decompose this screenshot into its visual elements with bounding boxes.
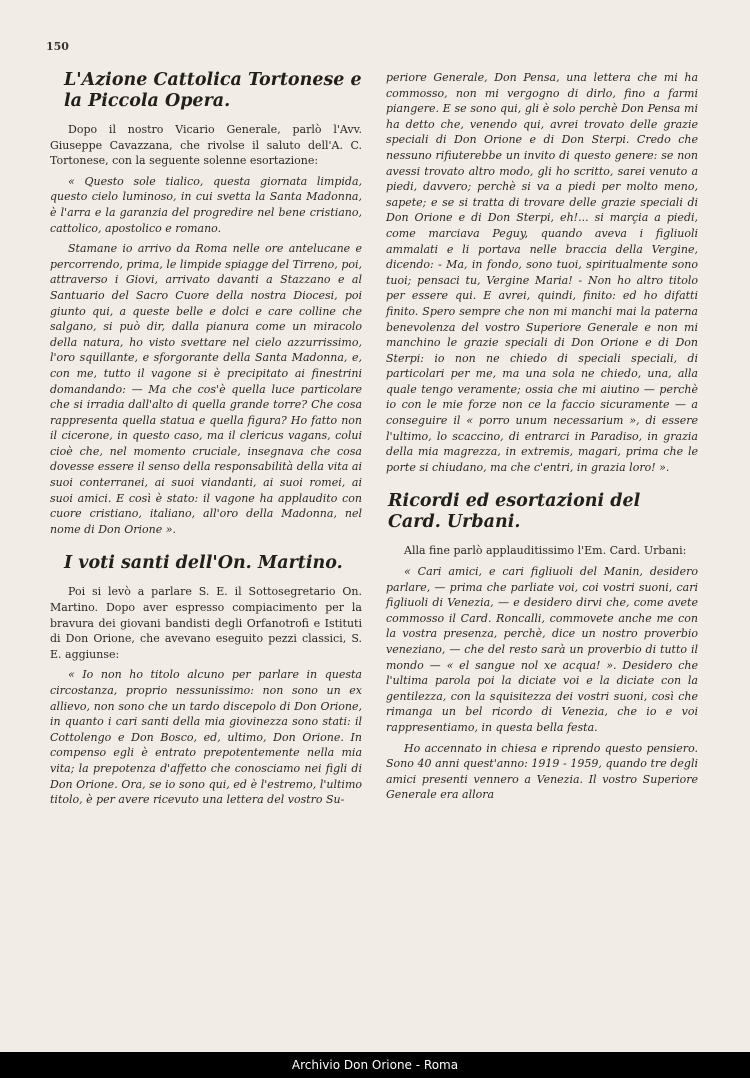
- paragraph: Dopo il nostro Vicario Generale, parlò l'Avv. Giuseppe Cavazzana, che rivolse il saluto dell'A. C. Tortonese, con la seguente solenne esortazione:: [50, 123, 362, 168]
- left-column: [50, 70, 362, 813]
- quote-paragraph: « Cari amici, e cari figliuoli del Manin, desidero parlare, — prima che parliate voi, coi vostri suoni, cari figliuoli di Venezia, — e desidero dirvi che, come avete commosso il Card. Roncalli, commovete anche me con la vostra presenza, perchè, dice un nostro proverbio veneziano, — che del resto sarà un proverbio di tutto il mondo — « el sangue nol xe acqua! ». Desidero che l'ultima parola poi la diciate voi e la diciate con la gentilezza, con la squisitezza dei vostri suoni, così che rimanga un bel ricordo di Venezia, che io e voi rappresentiamo, in questa bella festa.: [386, 565, 698, 734]
- archive-footer-bar: Archivio Don Orione - Roma: [0, 1052, 750, 1078]
- page-number: 150: [46, 40, 69, 53]
- right-column: [386, 70, 698, 808]
- section-heading-voti-santi: I voti santi dell'On. Martino.: [64, 553, 343, 574]
- quote-paragraph: periore Generale, Don Pensa, una lettera che mi ha commosso, non mi vergogno di dirlo, fino a farmi piangere. E se sono qui, gli è solo perchè Don Pensa mi ha detto che, venendo qui, avrei trovato delle grazie speciali di Don Orione e di Don Sterpi. Credo che nessuno rifiuterebbe un invito di questo genere: se non avessi trovato altro modo, gli ho scritto, sarei venuto a piedi, davvero; perchè si va a piedi per molto meno, sapete; e se si tratta di trovare delle grazie speciali di Don Orione e di Don Sterpi, eh!... si marçia a piedi, come marciava Peguy, quando aveva i figliuoli ammalati e li portava nelle braccia della Vergine, dicendo: - Ma, in fondo, sono tuoi, spiritualmente sono tuoi; pensaci tu, Vergine Maria! - Non ho altro titolo per essere qui. E avrei, quindi, finito: ed ho difatti finito. Spero sempre che non mi manchi mai la paterna benevolenza del vostro Superiore Generale e non mi manchino le grazie speciali di Don Orione e di Don Sterpi: io non ne chiedo di speciali speciali, di particolari per me, ma una sola ne chiedo, una, alla quale tengo veramente; ossia che mi aiutino — perchè io con le mie forze non ce la faccio sicuramente — a conseguire il « porro unum necessarium », di essere l'ultimo, lo scaccino, di entrarci in Paradiso, in grazia della mia magrezza, in extremis, magari, prima che le porte si chiudano, ma che c'entri, in grazia loro! ».: [386, 71, 698, 474]
- quote-paragraph: « Questo sole tialico, questa giornata limpida, questo cielo luminoso, in cui svetta la Santa Madonna, è l'arra e la garanzia del progredire nel bene cristiano, cattolico, apostolico e romano.: [50, 174, 362, 235]
- quote-paragraph: « Io non ho titolo alcuno per parlare in questa circostanza, proprio nessunissimo: non sono un ex allievo, non sono che un tardo discepolo di Don Orione, in quanto i cari santi della mia giovinezza sono stati: il Cottolengo e Don Bosco, ed, ultimo, Don Orione. In compenso egli è entrato prepotentemente nella mia vita; la prepotenza d'affetto che conosciamo nei figli di Don Orione. Ora, se io sono qui, ed è l'estremo, l'ultimo titolo, è per avere ricevuto una lettera del vostro Su-: [50, 668, 362, 807]
- quote-paragraph: Stamane io arrivo da Roma nelle ore antelucane e percorrendo, prima, le limpide spiagge del Tirreno, poi, attraverso i Giovi, arrivato davanti a Stazzano e al Santuario del Sacro Cuore della nostra Diocesi, poi giunto qui, a queste belle e dolci e care colline che salgano, si può dir, dalla pianura come un miracolo della natura, ho visto svettare nel cielo azzurrissimo, l'oro squillante, e sforgorante della Santa Madonna, e, con me, tutto il vagone si è precipitato ai finestrini domandando: — Ma che cos'è quella luce particolare che si irradia dall'alto di quella grande torre? Che cosa rappresenta quella statua e quella figura? Ho fatto non il cicerone, in questo caso, ma il clericus vagans, colui cioè che, nel momento cruciale, insegnava che cosa dovesse essere il senso della responsabilità della vita ai suoi conterranei, ai suoi viandanti, ai suoi romei, ai suoi amici. E così è stato: il vagone ha applaudito con cuore cristiano, italiano, all'oro della Madonna, nel nome di Don Orione ».: [50, 242, 362, 536]
- quote-paragraph: Ho accennato in chiesa e riprendo questo pensiero. Sono 40 anni quest'anno: 1919 - 1959, quando tre degli amici presenti vennero a Venezia. Il vostro Superiore Generale era allora: [386, 741, 698, 802]
- section-heading-ricordi-esortazioni: Ricordi ed esortazioni del Card. Urbani.: [388, 491, 641, 533]
- paragraph: Poi si levò a parlare S. E. il Sottosegretario On. Martino. Dopo aver espresso compiacimento per la bravura dei giovani bandisti degli Orfanotrofi e Istituti di Don Orione, che avevano eseguito pezzi classici, S. E. aggiunse:: [50, 585, 362, 661]
- paragraph: Alla fine parlò applauditissimo l'Em. Card. Urbani:: [404, 544, 687, 558]
- section-heading-azione-cattolica: L'Azione Cattolica Tortonese e la Piccola Opera.: [64, 70, 362, 111]
